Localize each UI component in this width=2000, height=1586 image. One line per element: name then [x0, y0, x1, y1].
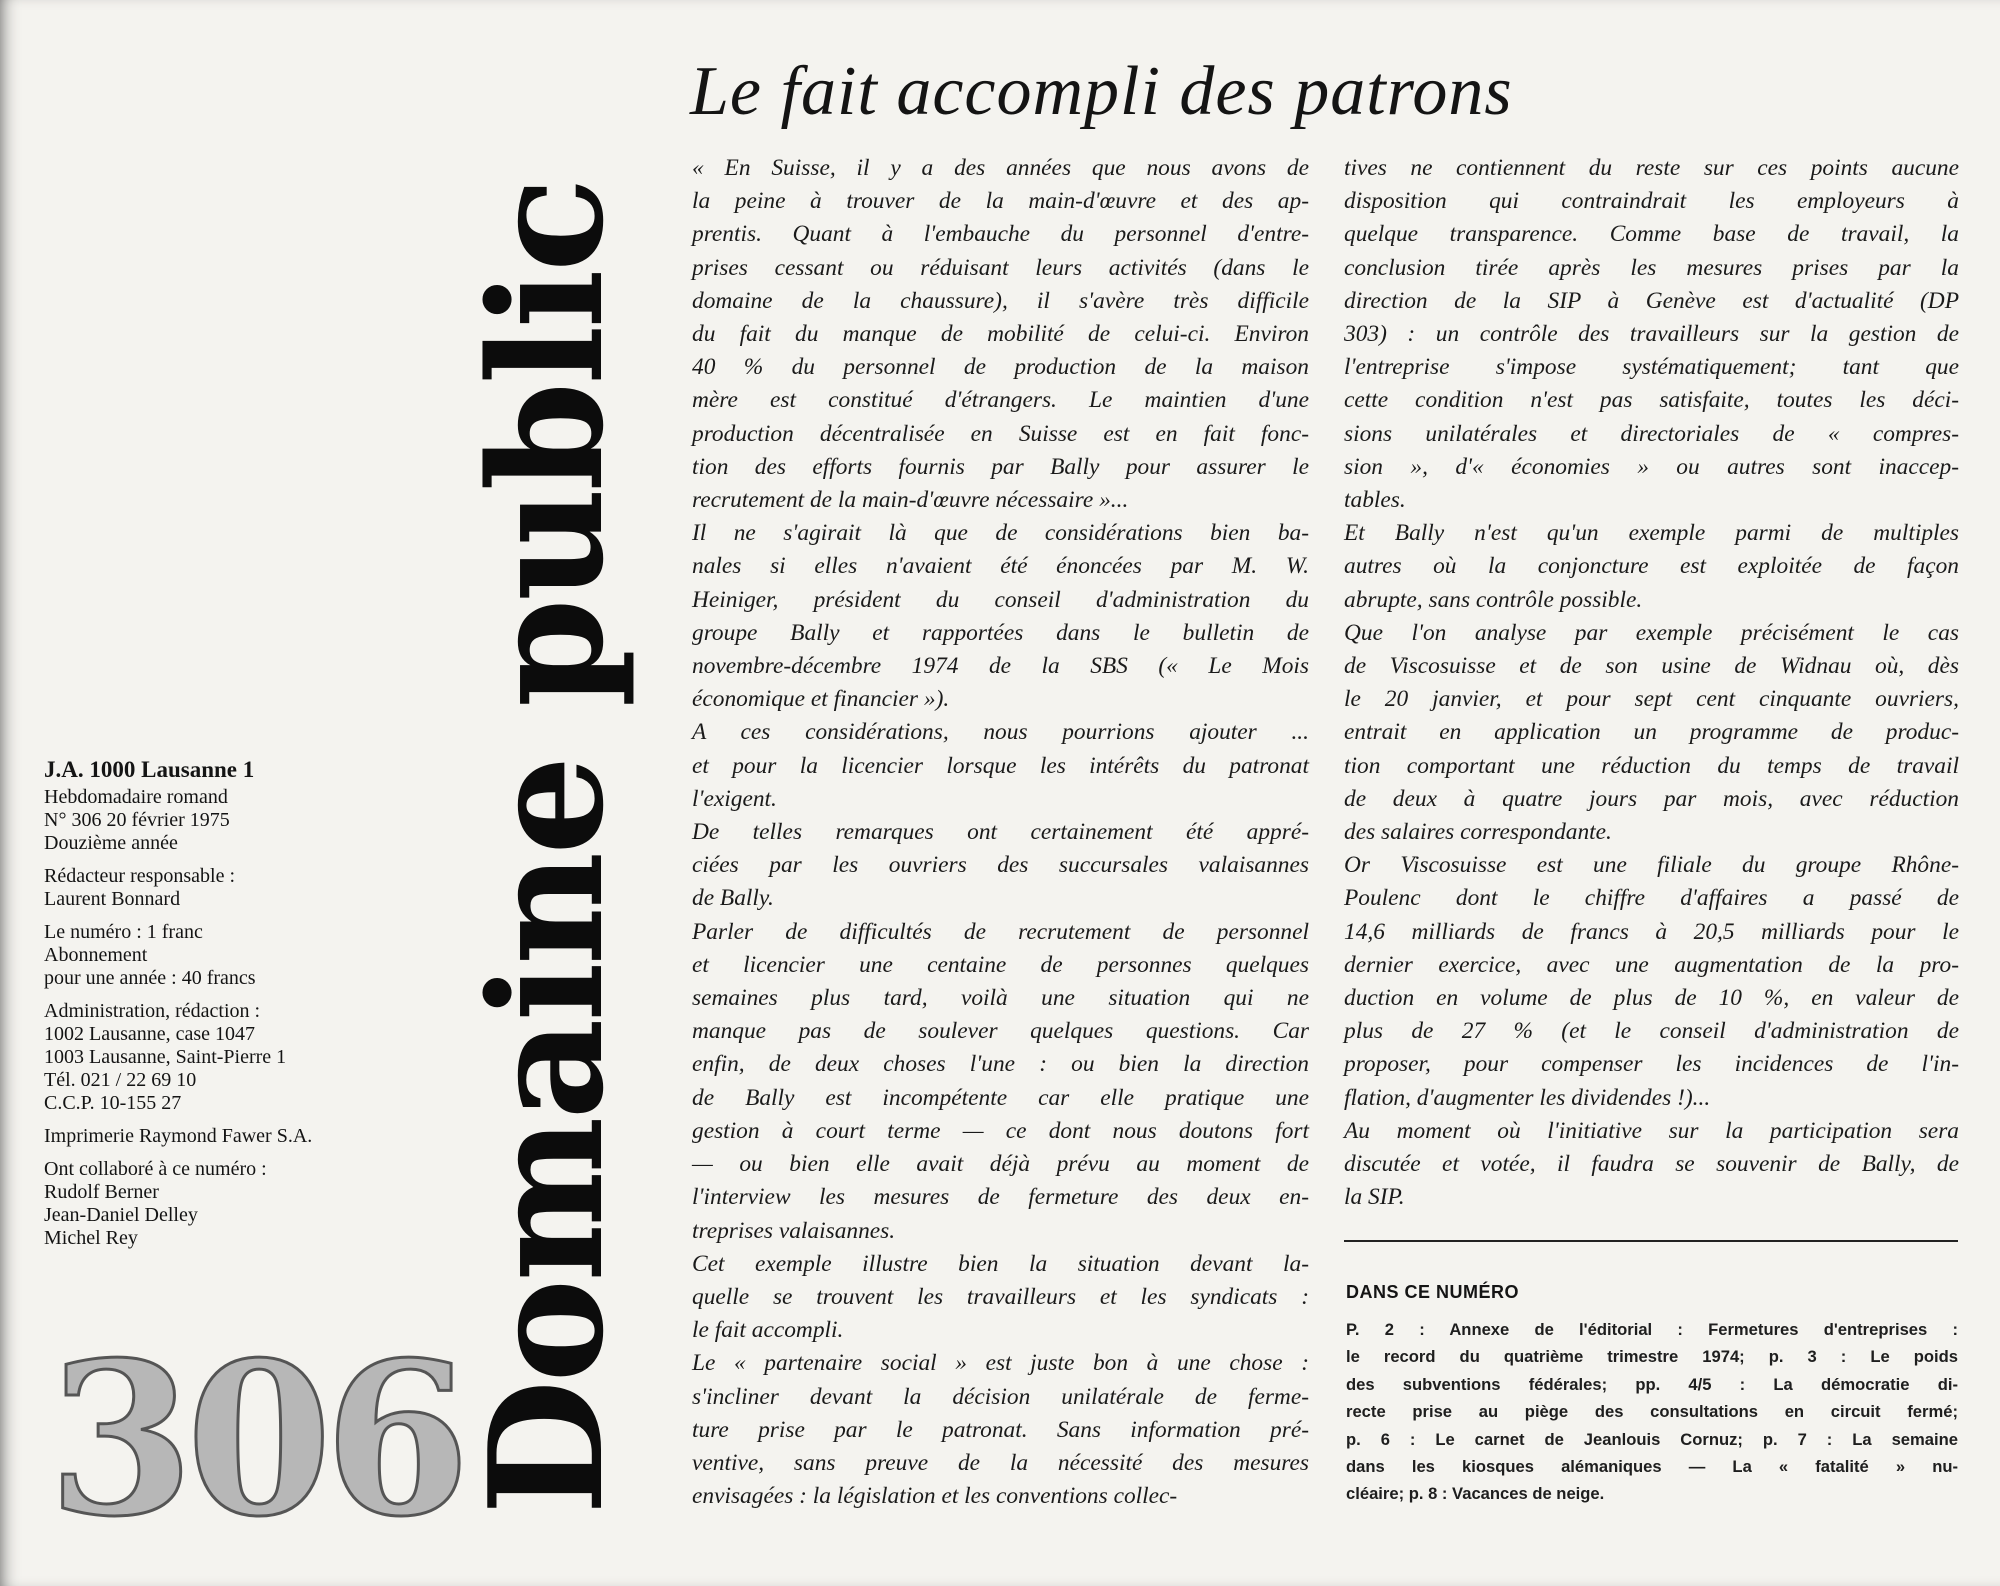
publication-block	[44, 786, 424, 855]
info-line: Ont collaboré à ce numéro :	[44, 1158, 267, 1180]
text-line: prises cessant ou réduisant leurs activités (dans le	[692, 254, 1309, 281]
info-line: pour une année : 40 francs	[44, 967, 256, 989]
info-line: Abonnement	[44, 944, 148, 966]
text-line: duction en volume de plus de 10 %, en valeur de	[1344, 985, 1959, 1012]
issue-number-large: 306	[48, 1316, 463, 1563]
text-line: De telles remarques ont certainement été appré-	[692, 819, 1309, 846]
text-line: dernier exercice, avec une augmentation de la pro-	[1344, 951, 1959, 978]
text-line: de Viscosuisse et de son usine de Widnau où, dès	[1344, 653, 1959, 680]
text-line: Or Viscosuisse est une filiale du groupe Rhône-	[1344, 852, 1959, 879]
text-line: discutée et votée, il faudra se souvenir de Bally, de	[1344, 1151, 1959, 1178]
contents-heading: DANS CE NUMÉRO	[1346, 1282, 1520, 1302]
info-line: Hebdomadaire romand	[44, 786, 228, 808]
text-line: disposition qui contraindrait les employeurs à	[1344, 188, 1959, 215]
article-column-2	[1344, 152, 1959, 1215]
text-line: sion », d'« économies » ou autres sont inaccep-	[1344, 453, 1959, 480]
text-line: Et Bally n'est qu'un exemple parmi de multiples	[1344, 520, 1959, 547]
text-line: et licencier une centaine de personnes quelques	[692, 951, 1309, 978]
info-line: Le numéro : 1 franc	[44, 921, 203, 943]
postal-code-line: J.A. 1000 Lausanne 1	[44, 757, 255, 782]
text-line: Poulenc dont le chiffre d'affaires a passé de	[1344, 885, 1959, 912]
text-line: prentis. Quant à l'embauche du personnel d'entre-	[692, 221, 1309, 248]
text-line: tion des efforts fournis par Bally pour assurer le	[692, 453, 1309, 480]
headline: Le fait accompli des patrons	[690, 53, 1513, 130]
text-line: le fait accompli.	[692, 1317, 844, 1344]
info-line: N° 306 20 février 1975	[44, 809, 230, 831]
text-line: s'incliner devant la décision unilatérale de ferme-	[692, 1383, 1309, 1410]
text-line: gestion à court terme — ce dont nous doutons fort	[692, 1117, 1309, 1144]
info-line: Michel Rey	[44, 1227, 138, 1249]
text-line: Cet exemple illustre bien la situation devant la-	[692, 1250, 1309, 1277]
text-line: l'interview les mesures de fermeture des deux en-	[692, 1184, 1309, 1211]
text-line: A ces considérations, nous pourrions ajouter ...	[692, 719, 1309, 746]
text-line: enfin, de deux choses l'une : ou bien la direction	[692, 1051, 1309, 1078]
info-line: Imprimerie Raymond Fawer S.A.	[44, 1125, 313, 1147]
text-line: manque pas de soulever quelques questions. Car	[692, 1018, 1309, 1045]
text-line: le 20 janvier, et pour sept cent cinquante ouvriers,	[1344, 686, 1959, 713]
info-line: Laurent Bonnard	[44, 888, 181, 910]
text-line: quelque transparence. Comme base de travail, la	[1344, 221, 1959, 248]
text-line: Au moment où l'initiative sur la participation sera	[1344, 1117, 1959, 1144]
text-line: ture prise par le patronat. Sans information pré-	[692, 1416, 1309, 1443]
price-block	[44, 921, 424, 990]
text-line: recte prise au piège des consultations en circuit fermé;	[1346, 1402, 1958, 1422]
text-line: conclusion tirée après les mesures prises par la	[1344, 254, 1959, 281]
contributors-block	[44, 1158, 424, 1250]
text-line: « En Suisse, il y a des années que nous avons de	[692, 155, 1309, 181]
text-line: envisagées : la législation et les conventions collec-	[692, 1483, 1178, 1510]
text-line: P. 2 : Annexe de l'éditorial : Fermetures d'entreprises :	[1346, 1320, 1958, 1339]
info-line: Tél. 021 / 22 69 10	[44, 1069, 197, 1091]
text-line: semaines plus tard, voilà une situation qui ne	[692, 985, 1309, 1012]
text-line: Parler de difficultés de recrutement de personnel	[692, 918, 1309, 945]
text-line: Le « partenaire social » est juste bon à une chose :	[692, 1350, 1309, 1377]
text-line: plus de 27 % (et le conseil d'administration de	[1344, 1018, 1959, 1045]
text-line: 14,6 milliards de francs à 20,5 milliards pour le	[1344, 918, 1959, 945]
text-line: de Bally est incompétente car elle pratique une	[692, 1084, 1309, 1111]
text-line: groupe Bally et rapportées dans le bulletin de	[692, 619, 1309, 646]
text-line: tion comportant une réduction du temps de travail	[1344, 752, 1959, 779]
text-line: recrutement de la main-d'œuvre nécessaire »...	[692, 487, 1129, 514]
info-line: Jean-Daniel Delley	[44, 1204, 198, 1226]
info-line: Rédacteur responsable :	[44, 865, 236, 887]
text-line: nales si elles n'avaient été énoncées par M. W.	[692, 553, 1309, 580]
text-line: Heiniger, président du conseil d'administration du	[692, 586, 1309, 613]
text-line: entrait en application un programme de produc-	[1344, 719, 1959, 746]
publication-info	[44, 756, 424, 1260]
text-line: proposer, pour compenser les incidences de l'in-	[1344, 1051, 1959, 1078]
article-column-1	[692, 152, 1309, 1513]
text-line: p. 6 : Le carnet de Jeanlouis Cornuz; p. 7 : La semaine	[1346, 1429, 1958, 1449]
text-line: ventive, sans preuve de la nécessité des mesures	[692, 1449, 1309, 1476]
text-line: des salaires correspondante.	[1344, 819, 1612, 846]
text-line: et pour la licencier lorsque les intérêts du patronat	[692, 752, 1309, 779]
editor-block	[44, 865, 424, 911]
text-line: tables.	[1344, 487, 1406, 514]
contents-list	[1346, 1316, 1958, 1508]
info-line: C.C.P. 10-155 27	[44, 1092, 182, 1114]
masthead-title: Domaine public	[455, 180, 638, 1515]
text-line: la SIP.	[1344, 1184, 1405, 1211]
text-line: 303) : un contrôle des travailleurs sur la gestion de	[1344, 321, 1959, 348]
text-line: production décentralisée en Suisse est en fait fonc-	[692, 420, 1309, 447]
text-line: de deux à quatre jours par mois, avec réduction	[1344, 785, 1959, 812]
text-line: — ou bien elle avait déjà prévu au moment de	[692, 1151, 1309, 1178]
text-line: du fait du manque de mobilité de celui-ci. Environ	[692, 321, 1309, 348]
text-line: cette condition n'est pas satisfaite, toutes les déci-	[1344, 387, 1959, 414]
printer-block	[44, 1125, 424, 1148]
text-line: sions unilatérales et directoriales de « compres-	[1344, 420, 1959, 447]
administration-block	[44, 1000, 424, 1115]
column-divider-rule	[1344, 1240, 1958, 1242]
text-line: ciées par les ouvriers des succursales valaisannes	[692, 852, 1309, 879]
text-line: domaine de la chaussure), il s'avère très difficile	[692, 287, 1309, 314]
info-line: Administration, rédaction :	[44, 1000, 261, 1022]
text-line: la peine à trouver de la main-d'œuvre et des ap-	[692, 188, 1309, 215]
text-line: quelle se trouvent les travailleurs et les syndicats :	[692, 1283, 1309, 1310]
info-line: Rudolf Berner	[44, 1181, 159, 1203]
text-line: mère est constitué d'étrangers. Le maintien d'une	[692, 387, 1309, 414]
text-line: tives ne contiennent du reste sur ces points aucune	[1344, 155, 1959, 181]
text-line: l'exigent.	[692, 785, 777, 812]
text-line: l'entreprise s'impose systématiquement; tant que	[1344, 354, 1959, 381]
text-line: cléaire; p. 8 : Vacances de neige.	[1346, 1484, 1605, 1504]
text-line: direction de la SIP à Genève est d'actualité (DP	[1344, 287, 1959, 314]
text-line: Que l'on analyse par exemple précisément le cas	[1344, 619, 1959, 646]
info-line: 1003 Lausanne, Saint-Pierre 1	[44, 1046, 287, 1068]
text-line: novembre-décembre 1974 de la SBS (« Le Mois	[692, 653, 1309, 680]
text-line: des subventions fédérales; pp. 4/5 : La démocratie di-	[1346, 1374, 1958, 1394]
info-line: Douzième année	[44, 832, 178, 854]
text-line: abrupte, sans contrôle possible.	[1344, 586, 1643, 613]
text-line: le record du quatrième trimestre 1974; p. 3 : Le poids	[1346, 1347, 1958, 1367]
text-line: autres où la conjoncture est exploitée de façon	[1344, 553, 1959, 580]
text-line: dans les kiosques alémaniques — La « fatalité » nu-	[1346, 1457, 1958, 1477]
text-line: treprises valaisannes.	[692, 1217, 896, 1244]
info-line: 1002 Lausanne, case 1047	[44, 1023, 256, 1045]
text-line: économique et financier »).	[692, 686, 950, 713]
text-line: 40 % du personnel de production de la maison	[692, 354, 1309, 381]
text-line: de Bally.	[692, 885, 774, 912]
text-line: Il ne s'agirait là que de considérations bien ba-	[692, 520, 1309, 547]
text-line: flation, d'augmenter les dividendes !)...	[1344, 1084, 1711, 1111]
